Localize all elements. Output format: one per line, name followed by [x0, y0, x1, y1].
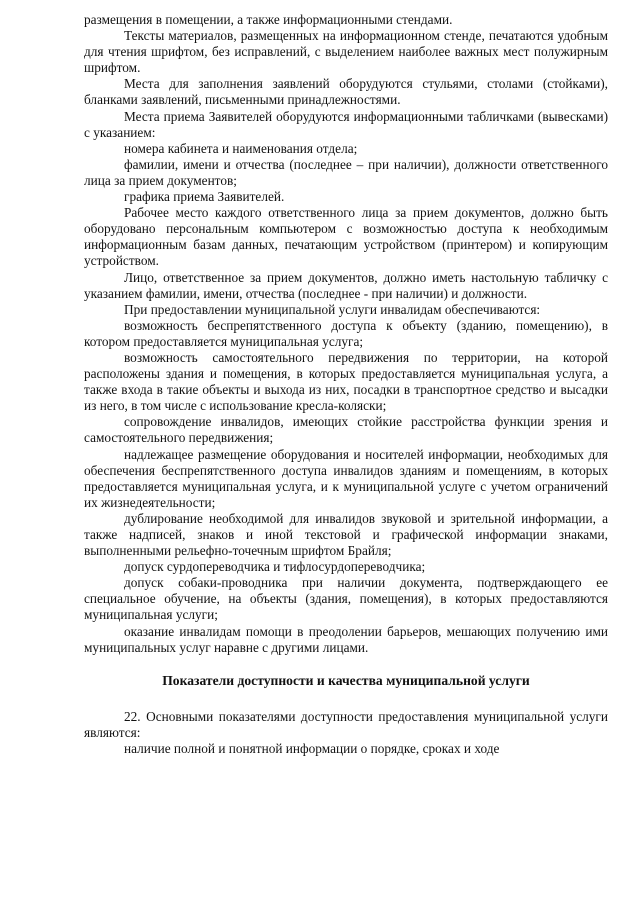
list-item-responsible-person: фамилии, имени и отчества (последнее – при наличии), должности ответственного лица за прием документов;	[84, 156, 608, 188]
list-item-cabinet-number: номера кабинета и наименования отдела;	[124, 140, 358, 156]
paragraph-reception-places: Места приема Заявителей оборудуются информационными табличками (вывесками) с указанием:	[84, 108, 608, 140]
paragraph-workplace: Рабочее место каждого ответственного лица за прием документов, должно быть оборудовано персональным компьютером с возможностью доступа к необходимым информационным базам данных, печатающим устройством (принтером) и копирующим устройством.	[84, 205, 608, 269]
list-item-independent-movement: возможность самостоятельного передвижения по территории, на которой расположены здания и помещения, в которых предоставляется муниципальная услуга, а также входа в такие объекты и выхода из них, посадки в транспортное средство и высадки из него, в том числе с использование кресла-коляски;	[84, 349, 608, 414]
list-item-unobstructed-access: возможность беспрепятственного доступа к объекту (зданию, помещению), в котором предоставляется муниципальная услуга;	[84, 317, 608, 349]
list-item-barrier-assistance: оказание инвалидам помощи в преодолении барьеров, мешающих получению ими муниципальных услуг наравне с другими лицами.	[84, 623, 608, 655]
document-page	[84, 12, 608, 757]
paragraph-application-places: Места для заполнения заявлений оборудуются стульями, столами (стойками), бланками заявлений, письменными принадлежностями.	[84, 76, 608, 108]
list-item-equipment-placement: надлежащее размещение оборудования и носителей информации, необходимых для обеспечения беспрепятственного доступа инвалидов зданиям и помещениям, в которых предоставляется муниципальная услуга, и к муниципальной услуге с учетом ограничений их жизнедеятельности;	[84, 446, 608, 510]
list-item-reception-schedule: графика приема Заявителей.	[124, 189, 285, 205]
list-item-braille-duplication: дублирование необходимой для инвалидов звуковой и зрительной информации, а также надписей, знаков и иной текстовой и графической информации знаками, выполненными рельефно-точечным шрифтом Брайля;	[84, 510, 608, 559]
paragraph-stand-texts: Тексты материалов, размещенных на информационном стенде, печатаются удобным для чтения шрифтом, без исправлений, с выделением наиболее важных мест полужирным шрифтом.	[84, 28, 608, 76]
list-item-guide-dog: допуск собаки-проводника при наличии документа, подтверждающего ее специальное обучение, на объекты (здания, помещения), в которых предоставляются муниципальная услуги;	[84, 575, 608, 623]
list-item-escort: сопровождение инвалидов, имеющих стойкие расстройства функции зрения и самостоятельного передвижения;	[84, 414, 608, 446]
list-item-sign-interpreter: допуск сурдопереводчика и тифлосурдопереводчика;	[124, 559, 426, 575]
paragraph-desk-plate: Лицо, ответственное за прием документов, должно иметь настольную табличку с указанием фамилии, имени, отчества (последнее - при наличии) и должности.	[84, 269, 608, 301]
paragraph-item-22: 22. Основными показателями доступности предоставления муниципальной услуги являются:	[84, 708, 608, 740]
section-heading: Показатели доступности и качества муниципальной услуги	[162, 672, 530, 688]
paragraph-continuation: размещения в помещении, а также информационными стендами.	[84, 12, 453, 27]
paragraph-disabled-access-intro: При предоставлении муниципальной услуги инвалидам обеспечиваются:	[124, 301, 541, 317]
section-spacer	[84, 656, 608, 673]
paragraph-full-information: наличие полной и понятной информации о порядке, сроках и ходе	[124, 741, 500, 757]
section-spacer	[84, 689, 608, 709]
